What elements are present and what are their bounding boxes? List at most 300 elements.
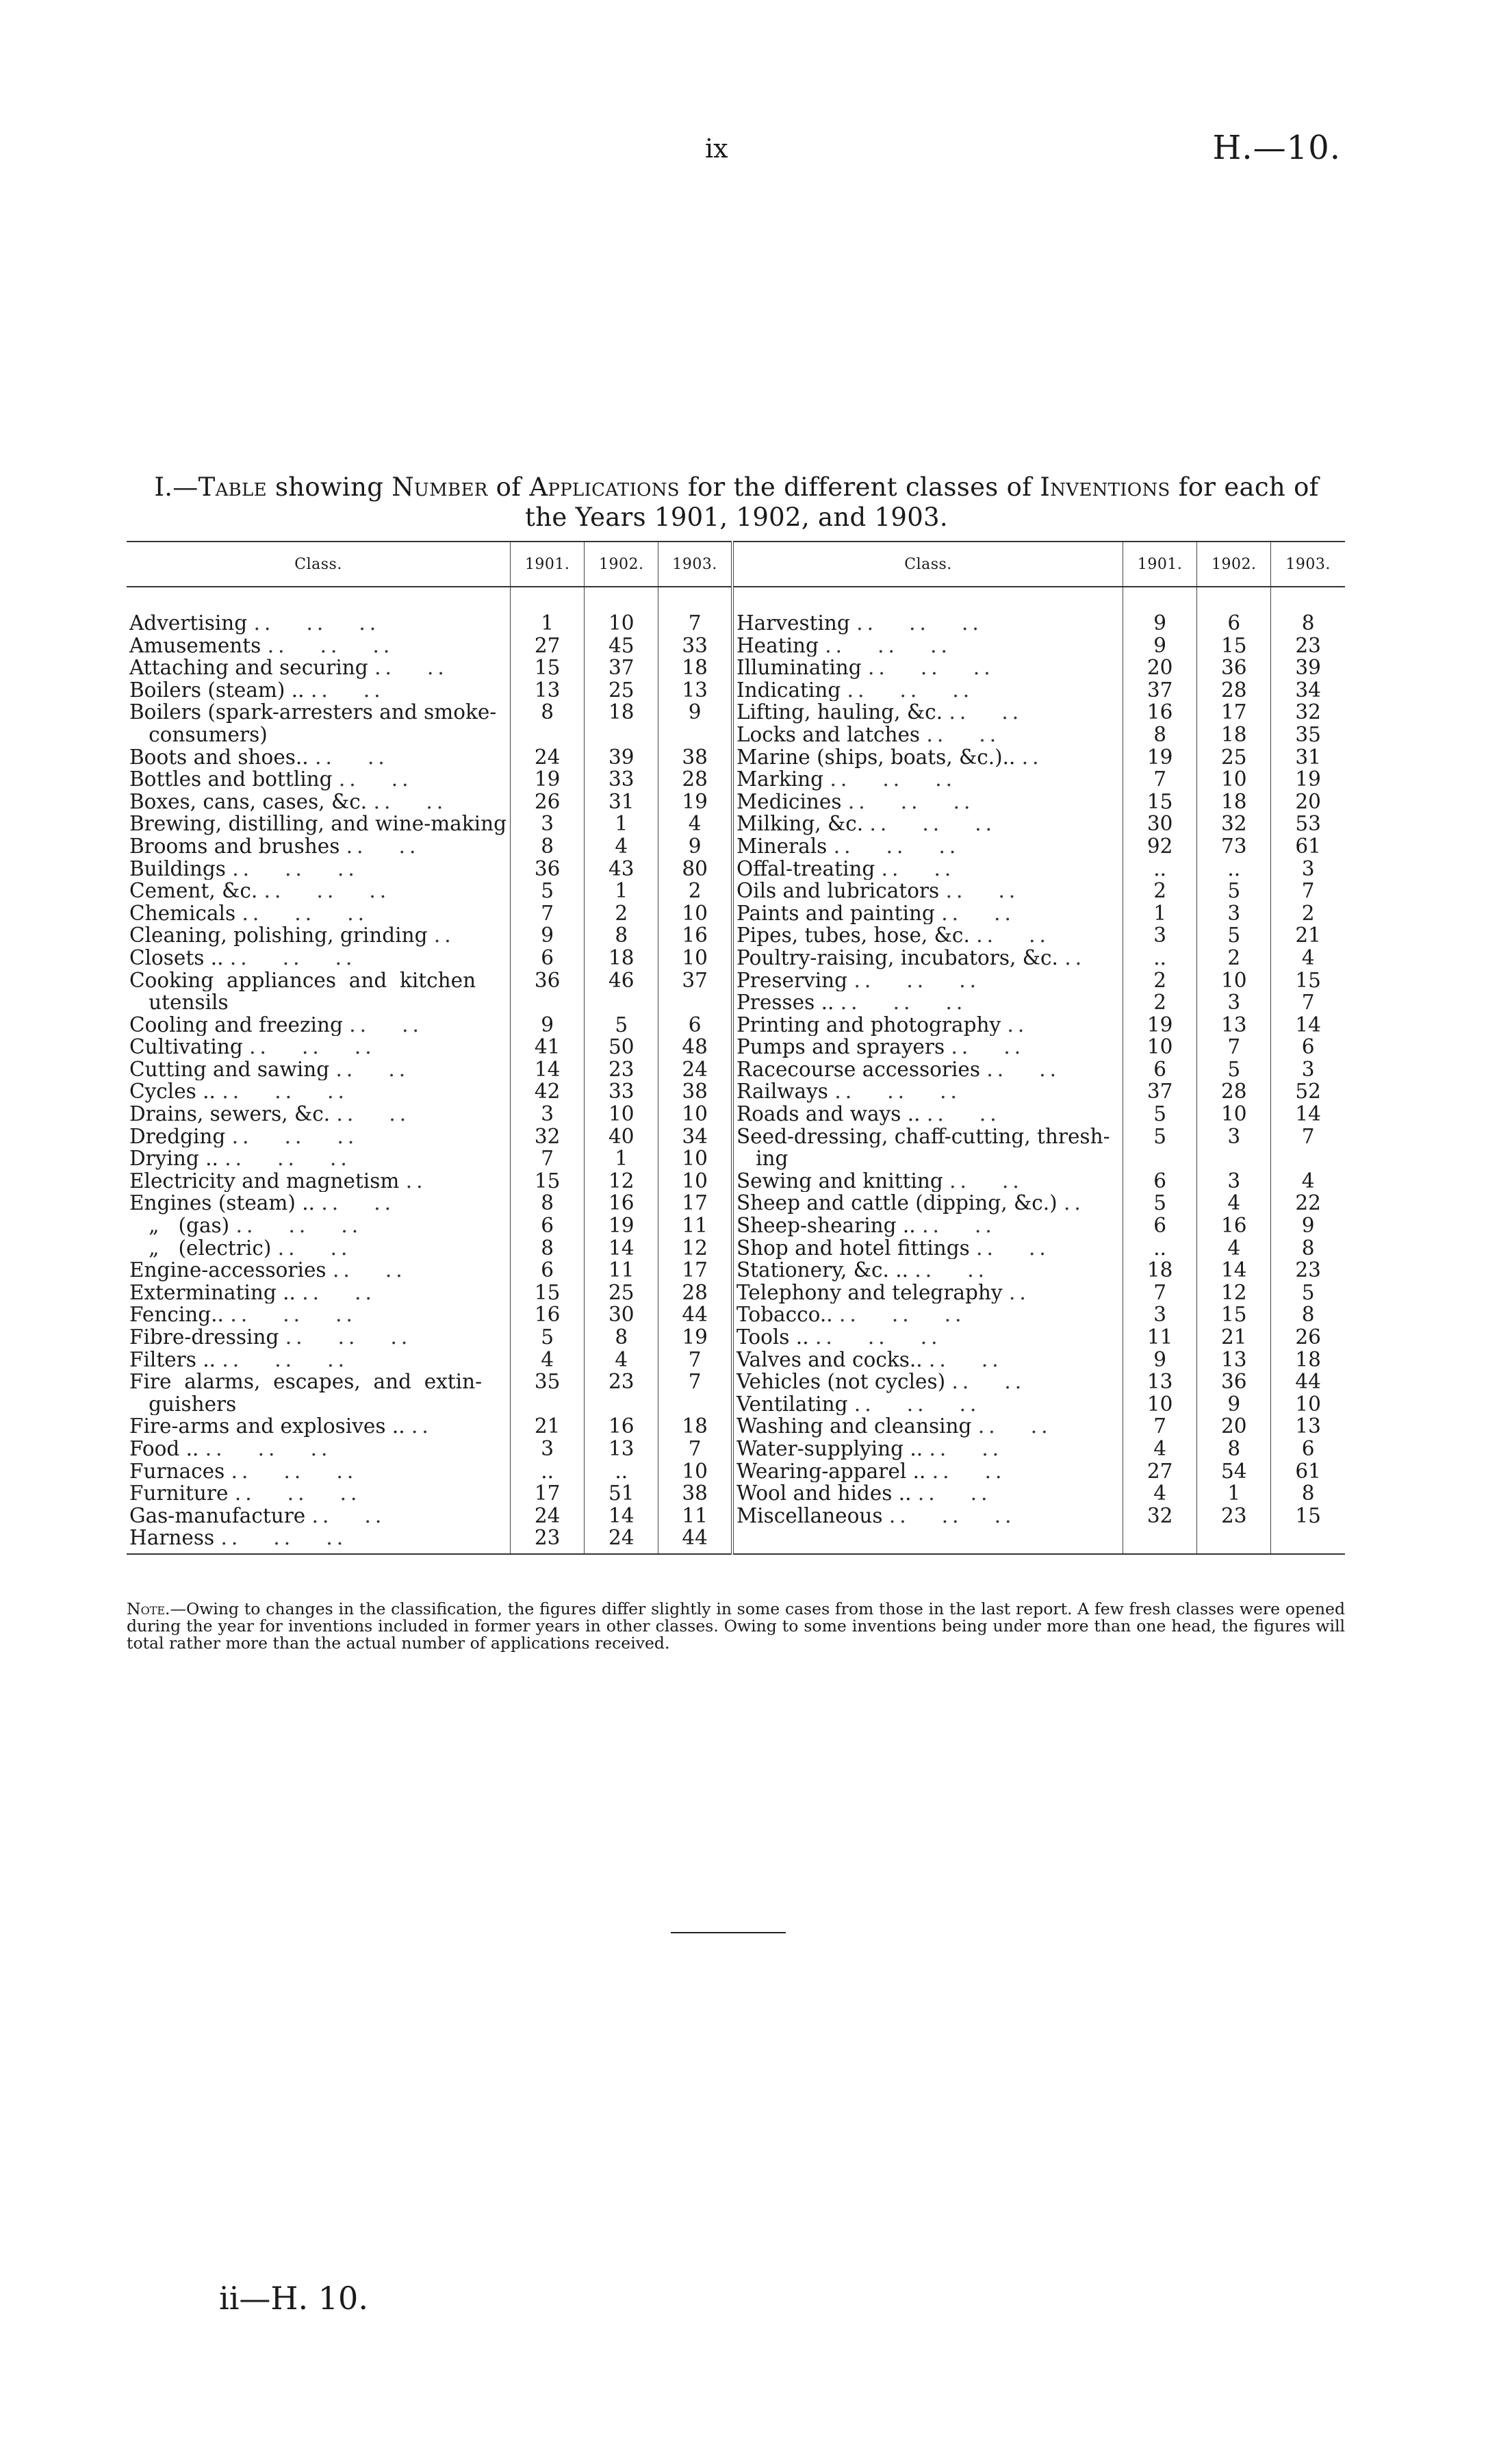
- class-label: Exterminating ..: [129, 1281, 296, 1304]
- count-1902-left: 18: [585, 701, 658, 724]
- class-label: Attaching and securing: [129, 657, 368, 679]
- count-1901-right: 6: [1123, 1170, 1197, 1193]
- table-row: [127, 1237, 1345, 1260]
- count-1903-left: 44: [658, 1527, 732, 1554]
- class-name-right: [732, 1170, 1123, 1193]
- class-name-right: [732, 813, 1123, 835]
- count-1901-right: 2: [1123, 991, 1197, 1014]
- class-name-right: [732, 1303, 1123, 1326]
- class-name-right: [732, 1371, 1123, 1393]
- class-name-left: [127, 1259, 511, 1282]
- leader-dots: .. ..: [374, 657, 448, 679]
- header-1902-left: 1902.: [585, 542, 658, 587]
- leader-dots: .. ..: [932, 1460, 1006, 1483]
- class-label: Locks and latches: [736, 723, 921, 746]
- count-1902-left: 5: [585, 1014, 658, 1036]
- leader-dots: .. ..: [315, 746, 389, 769]
- count-1901-left: 27: [511, 635, 585, 657]
- count-1901-left: 8: [511, 1192, 585, 1214]
- class-label: ing: [736, 1147, 789, 1170]
- leader-dots: .. .. ..: [825, 634, 951, 657]
- count-1902-right: 12: [1197, 1282, 1271, 1304]
- count-1901-right: [1123, 1147, 1197, 1170]
- count-1903-left: 44: [658, 1303, 732, 1326]
- count-1901-left: 21: [511, 1415, 585, 1438]
- count-1902-right: 3: [1197, 1170, 1271, 1193]
- class-name-left: [127, 1460, 511, 1483]
- class-label: Racecourse accessories: [736, 1058, 981, 1081]
- table-row: [127, 1259, 1345, 1282]
- count-1903-right: 8: [1271, 1237, 1345, 1260]
- leader-dots: .. ..: [949, 701, 1023, 724]
- footnote: [127, 1601, 1345, 1652]
- count-1901-right: 16: [1123, 701, 1197, 724]
- count-1903-left: 19: [658, 1326, 732, 1349]
- class-name-left: [127, 924, 511, 947]
- class-label: Poultry-raising, incubators, &c.: [736, 946, 1058, 969]
- table-row: [127, 1460, 1345, 1483]
- leader-dots: .. .. ..: [847, 678, 974, 702]
- count-1903-left: 28: [658, 768, 732, 791]
- count-1903-right: 4: [1271, 947, 1345, 969]
- count-1902-left: 1: [585, 880, 658, 902]
- count-1901-right: 13: [1123, 1371, 1197, 1393]
- count-1901-right: [1123, 1527, 1197, 1554]
- leader-dots: .. .. ..: [888, 1504, 1016, 1527]
- count-1901-right: 19: [1123, 1014, 1197, 1036]
- count-1901-right: 92: [1123, 835, 1197, 858]
- class-label: Preserving: [736, 969, 848, 992]
- table-row: [127, 1371, 1345, 1393]
- count-1902-left: 8: [585, 924, 658, 947]
- class-label: Boilers (steam) ..: [129, 678, 305, 702]
- count-1903-left: 9: [658, 701, 732, 724]
- count-1903-right: 10: [1271, 1393, 1345, 1416]
- count-1901-left: [511, 1393, 585, 1416]
- class-name-left: [127, 835, 511, 858]
- class-name-right: [732, 1237, 1123, 1260]
- count-1901-right: 9: [1123, 635, 1197, 657]
- leader-dots: .. ..: [976, 1236, 1050, 1260]
- class-name-right: [732, 924, 1123, 947]
- leader-dots: .. .. ..: [220, 1527, 348, 1550]
- leader-dots: .. ..: [321, 1192, 396, 1215]
- count-1902-left: 45: [585, 635, 658, 657]
- count-1903-right: 14: [1271, 1014, 1345, 1036]
- leader-dots: .. ..: [977, 1415, 1052, 1438]
- count-1903-left: 38: [658, 746, 732, 769]
- count-1902-left: 30: [585, 1303, 658, 1326]
- class-label: Drying ..: [129, 1147, 218, 1170]
- class-label: Miscellaneous: [736, 1504, 883, 1527]
- count-1903-left: 28: [658, 1282, 732, 1304]
- class-label: Fire-arms and explosives ..: [129, 1415, 405, 1438]
- count-1902-left: 4: [585, 835, 658, 858]
- count-1903-left: 10: [658, 947, 732, 969]
- class-label: Stationery, &c. ..: [736, 1259, 909, 1282]
- count-1903-right: 15: [1271, 1505, 1345, 1527]
- table-row: [127, 1125, 1345, 1148]
- count-1902-right: [1197, 1527, 1271, 1554]
- leader-dots: .. .. ..: [205, 1437, 332, 1460]
- count-1902-left: 11: [585, 1259, 658, 1282]
- leader-dots: .. ..: [346, 835, 420, 858]
- class-name-right: [732, 1438, 1123, 1460]
- class-name-right: [732, 1505, 1123, 1527]
- count-1902-right: 10: [1197, 969, 1271, 992]
- count-1903-right: 8: [1271, 587, 1345, 635]
- leader-dots: .. .. ..: [854, 1392, 981, 1416]
- count-1903-right: 39: [1271, 657, 1345, 679]
- class-label: Fencing..: [129, 1303, 224, 1326]
- class-label: Food ..: [129, 1437, 199, 1460]
- leader-dots: .. ..: [277, 1236, 352, 1260]
- class-label: Closets ..: [129, 946, 224, 969]
- class-label: Harness: [129, 1527, 215, 1550]
- count-1901-right: 19: [1123, 746, 1197, 769]
- count-1903-left: 19: [658, 791, 732, 813]
- count-1901-left: 32: [511, 1125, 585, 1148]
- count-1902-right: 25: [1197, 746, 1271, 769]
- class-label: Presses ..: [736, 991, 834, 1014]
- class-label: Cooling and freezing: [129, 1013, 343, 1036]
- footer-code: ii—H. 10.: [219, 2280, 368, 2317]
- header-1901-right: 1901.: [1123, 542, 1197, 587]
- leader-dots: .. .. ..: [869, 813, 997, 835]
- leader-dots: .. ..: [941, 902, 1015, 925]
- count-1903-left: [658, 1393, 732, 1416]
- class-name-left: [127, 1192, 511, 1214]
- count-1903-right: 19: [1271, 768, 1345, 791]
- class-label: Ventilating: [736, 1392, 848, 1416]
- count-1903-left: [658, 724, 732, 746]
- count-1901-left: 15: [511, 1170, 585, 1193]
- count-1903-left: 7: [658, 1371, 732, 1393]
- table-row: [127, 813, 1345, 835]
- leader-dots: ..: [405, 1169, 427, 1193]
- table-row: [127, 635, 1345, 657]
- count-1903-left: 2: [658, 880, 732, 902]
- class-name-right: [732, 701, 1123, 724]
- count-1903-right: 32: [1271, 701, 1345, 724]
- count-1902-left: [585, 724, 658, 746]
- class-label: consumers): [129, 723, 268, 746]
- class-label: Filters ..: [129, 1348, 216, 1371]
- count-1902-right: 3: [1197, 991, 1271, 1014]
- table-row: [127, 701, 1345, 724]
- class-name-right: [732, 1527, 1123, 1554]
- leader-dots: .. .. ..: [840, 991, 967, 1014]
- count-1902-left: 23: [585, 1058, 658, 1081]
- count-1903-right: 22: [1271, 1192, 1345, 1214]
- table-title: I.—Table showing Number of Applications for the different classes of Inventions for each of the Years 1901, 1902, and 1903.: [154, 472, 1319, 532]
- class-label: Shop and hotel fittings: [736, 1236, 970, 1260]
- class-name-left: [127, 1014, 511, 1036]
- count-1902-left: ..: [585, 1460, 658, 1483]
- count-1902-left: 25: [585, 1282, 658, 1304]
- count-1901-left: 9: [511, 924, 585, 947]
- count-1902-right: 16: [1197, 1214, 1271, 1237]
- class-name-left: [127, 1058, 511, 1081]
- leader-dots: ..: [1008, 1281, 1030, 1304]
- count-1901-right: ..: [1123, 947, 1197, 969]
- leader-dots: .. .. ..: [231, 1125, 359, 1148]
- count-1901-left: 36: [511, 969, 585, 992]
- count-1901-left: 6: [511, 1259, 585, 1282]
- class-name-left: [127, 1147, 511, 1170]
- count-1901-left: 42: [511, 1080, 585, 1103]
- count-1902-right: 14: [1197, 1259, 1271, 1282]
- count-1901-right: 3: [1123, 924, 1197, 947]
- count-1903-right: 34: [1271, 679, 1345, 702]
- class-name-right: [732, 1014, 1123, 1036]
- count-1902-left: 13: [585, 1438, 658, 1460]
- count-1903-right: 15: [1271, 969, 1345, 992]
- note-label: Note.: [127, 1599, 170, 1618]
- count-1903-right: 13: [1271, 1415, 1345, 1438]
- count-1901-left: 16: [511, 1303, 585, 1326]
- leader-dots: .. ..: [338, 768, 413, 791]
- count-1902-left: 16: [585, 1192, 658, 1214]
- leader-dots: .. ..: [949, 1169, 1023, 1193]
- class-label: Gas-manufacture: [129, 1504, 306, 1527]
- class-name-left: [127, 1482, 511, 1505]
- table-row: [127, 1014, 1345, 1036]
- leader-dots: .. .. ..: [856, 611, 983, 635]
- count-1903-left: 80: [658, 858, 732, 880]
- class-label: Boxes, cans, cases, &c.: [129, 790, 368, 813]
- table-row: [127, 746, 1345, 769]
- count-1901-left: 7: [511, 902, 585, 925]
- table-row: [127, 1349, 1345, 1371]
- count-1903-left: 7: [658, 1438, 732, 1460]
- leader-dots: .. ..: [986, 1058, 1061, 1081]
- class-label: Lifting, hauling, &c.: [736, 701, 943, 724]
- leader-dots: .. .. ..: [253, 611, 381, 635]
- count-1903-right: 7: [1271, 1125, 1345, 1148]
- count-1901-right: 11: [1123, 1326, 1197, 1349]
- leader-dots: ..: [1007, 1013, 1029, 1036]
- class-label: guishers: [129, 1392, 237, 1416]
- count-1902-left: 50: [585, 1036, 658, 1058]
- count-1901-left: 5: [511, 880, 585, 902]
- table-row: [127, 587, 1345, 635]
- count-1903-left: 10: [658, 1170, 732, 1193]
- class-name-left: [127, 1170, 511, 1193]
- count-1903-left: 4: [658, 813, 732, 835]
- count-1902-right: 5: [1197, 880, 1271, 902]
- count-1902-left: 12: [585, 1170, 658, 1193]
- class-label: Engines (steam) ..: [129, 1192, 315, 1215]
- count-1901-left: 36: [511, 858, 585, 880]
- count-1902-left: 19: [585, 1214, 658, 1237]
- applications-table-wrapper: [127, 541, 1345, 1555]
- class-label: utensils: [129, 991, 229, 1014]
- count-1903-left: 6: [658, 1014, 732, 1036]
- leader-dots: .. ..: [922, 1214, 996, 1237]
- leader-dots: .. ..: [373, 790, 448, 813]
- count-1903-right: 9: [1271, 1214, 1345, 1237]
- count-1903-right: 6: [1271, 1036, 1345, 1058]
- table-row: [127, 1303, 1345, 1326]
- count-1902-left: 1: [585, 813, 658, 835]
- count-1903-right: 61: [1271, 1460, 1345, 1483]
- count-1902-left: [585, 991, 658, 1014]
- class-name-left: [127, 1036, 511, 1058]
- class-name-right: [732, 947, 1123, 969]
- count-1902-right: 36: [1197, 1371, 1271, 1393]
- class-label: Vehicles (not cycles): [736, 1371, 946, 1393]
- class-label: Wool and hides ..: [736, 1482, 912, 1505]
- class-label: Boilers (spark-arresters and smoke-: [129, 701, 497, 724]
- class-name-left: [127, 991, 511, 1014]
- class-name-left: [127, 791, 511, 813]
- count-1903-right: [1271, 1527, 1345, 1554]
- count-1901-left: 9: [511, 1014, 585, 1036]
- table-header-row: [127, 542, 1345, 587]
- count-1901-left: 7: [511, 1147, 585, 1170]
- class-name-left: [127, 969, 511, 992]
- count-1902-right: 4: [1197, 1192, 1271, 1214]
- header-1902-right: 1902.: [1197, 542, 1271, 587]
- class-name-left: [127, 1326, 511, 1349]
- class-name-left: [127, 701, 511, 724]
- class-name-right: [732, 1393, 1123, 1416]
- count-1903-left: 24: [658, 1058, 732, 1081]
- count-1902-right: 28: [1197, 1080, 1271, 1103]
- class-name-right: [732, 1192, 1123, 1214]
- class-name-right: [732, 1080, 1123, 1103]
- leader-dots: .. .. ..: [847, 790, 975, 813]
- leader-dots: .. ..: [311, 1504, 386, 1527]
- count-1901-right: 5: [1123, 1103, 1197, 1125]
- class-label: Tools ..: [736, 1326, 809, 1349]
- class-label: „ (electric): [129, 1236, 272, 1260]
- class-label: Buildings: [129, 857, 226, 880]
- leader-dots: .. .. ..: [839, 1303, 966, 1326]
- class-label: Valves and cocks..: [736, 1348, 923, 1371]
- count-1903-right: 2: [1271, 902, 1345, 925]
- class-name-left: [127, 1125, 511, 1148]
- count-1902-left: 8: [585, 1326, 658, 1349]
- class-label: Printing and photography: [736, 1013, 1001, 1036]
- class-label: „ (gas): [129, 1214, 230, 1237]
- count-1903-left: 16: [658, 924, 732, 947]
- header-1901-left: 1901.: [511, 542, 585, 587]
- count-1903-left: 7: [658, 1349, 732, 1371]
- count-1903-left: 7: [658, 587, 732, 635]
- leader-dots: .. ..: [914, 1259, 989, 1282]
- header-class-right: Class.: [732, 542, 1123, 587]
- class-name-right: [732, 1259, 1123, 1282]
- table-row: [127, 969, 1345, 992]
- count-1901-right: 15: [1123, 791, 1197, 813]
- leader-dots: .. ..: [302, 1281, 376, 1304]
- table-row: [127, 1214, 1345, 1237]
- class-name-right: [732, 902, 1123, 925]
- count-1902-right: 20: [1197, 1415, 1271, 1438]
- count-1903-left: 48: [658, 1036, 732, 1058]
- table-row: [127, 657, 1345, 679]
- class-label: Sheep and cattle (dipping, &c.): [736, 1192, 1058, 1215]
- count-1901-left: 3: [511, 1103, 585, 1125]
- count-1902-left: 16: [585, 1415, 658, 1438]
- class-name-right: [732, 1482, 1123, 1505]
- count-1903-left: 11: [658, 1214, 732, 1237]
- class-name-right: [732, 1326, 1123, 1349]
- class-label: Cutting and sawing: [129, 1058, 330, 1081]
- leader-dots: ..: [411, 1415, 433, 1438]
- count-1902-right: 3: [1197, 902, 1271, 925]
- table-row: [127, 1393, 1345, 1416]
- count-1902-right: 7: [1197, 1036, 1271, 1058]
- count-1901-right: 6: [1123, 1214, 1197, 1237]
- class-name-right: [732, 587, 1123, 635]
- leader-dots: .. .. ..: [834, 1080, 961, 1104]
- count-1903-right: 20: [1271, 791, 1345, 813]
- count-1903-right: 3: [1271, 858, 1345, 880]
- class-label: Marine (ships, boats, &c.)..: [736, 746, 1016, 769]
- count-1902-right: 36: [1197, 657, 1271, 679]
- count-1902-right: 54: [1197, 1460, 1271, 1483]
- class-label: Heating: [736, 634, 819, 657]
- count-1902-right: 3: [1197, 1125, 1271, 1148]
- count-1903-right: [1271, 1147, 1345, 1170]
- leader-dots: .. .. ..: [285, 1326, 412, 1349]
- count-1903-left: 10: [658, 1460, 732, 1483]
- count-1901-left: [511, 991, 585, 1014]
- class-name-right: [732, 1147, 1123, 1170]
- class-label: Cycles ..: [129, 1080, 216, 1104]
- class-label: Tobacco..: [736, 1303, 833, 1326]
- class-label: Paints and painting: [736, 902, 935, 925]
- count-1901-left: 15: [511, 1282, 585, 1304]
- class-name-left: [127, 1237, 511, 1260]
- class-label: Bottles and bottling: [129, 768, 333, 791]
- table-row: [127, 902, 1345, 925]
- count-1901-right: 27: [1123, 1460, 1197, 1483]
- count-1902-right: 6: [1197, 587, 1271, 635]
- class-name-right: [732, 991, 1123, 1014]
- count-1902-right: 32: [1197, 813, 1271, 835]
- leader-dots: .. .. ..: [232, 857, 359, 880]
- count-1903-left: 9: [658, 835, 732, 858]
- count-1901-right: 30: [1123, 813, 1197, 835]
- count-1901-right: 6: [1123, 1058, 1197, 1081]
- count-1901-right: 18: [1123, 1259, 1197, 1282]
- count-1901-left: 3: [511, 1438, 585, 1460]
- count-1901-left: 24: [511, 746, 585, 769]
- class-label: Wearing-apparel ..: [736, 1460, 926, 1483]
- count-1902-left: 23: [585, 1371, 658, 1393]
- class-name-right: [732, 1036, 1123, 1058]
- count-1903-left: 10: [658, 902, 732, 925]
- class-name-left: [127, 1527, 511, 1554]
- count-1902-right: 9: [1197, 1393, 1271, 1416]
- leader-dots: .. ..: [917, 1482, 992, 1505]
- count-1902-left: 18: [585, 947, 658, 969]
- count-1901-right: ..: [1123, 858, 1197, 880]
- class-label: Washing and cleansing: [736, 1415, 972, 1438]
- class-name-left: [127, 1415, 511, 1438]
- class-name-right: [732, 768, 1123, 791]
- count-1902-left: 10: [585, 1103, 658, 1125]
- table-row: [127, 724, 1345, 746]
- count-1901-right: 1: [1123, 902, 1197, 925]
- count-1902-right: 13: [1197, 1349, 1271, 1371]
- count-1902-left: 10: [585, 587, 658, 635]
- count-1901-right: 4: [1123, 1438, 1197, 1460]
